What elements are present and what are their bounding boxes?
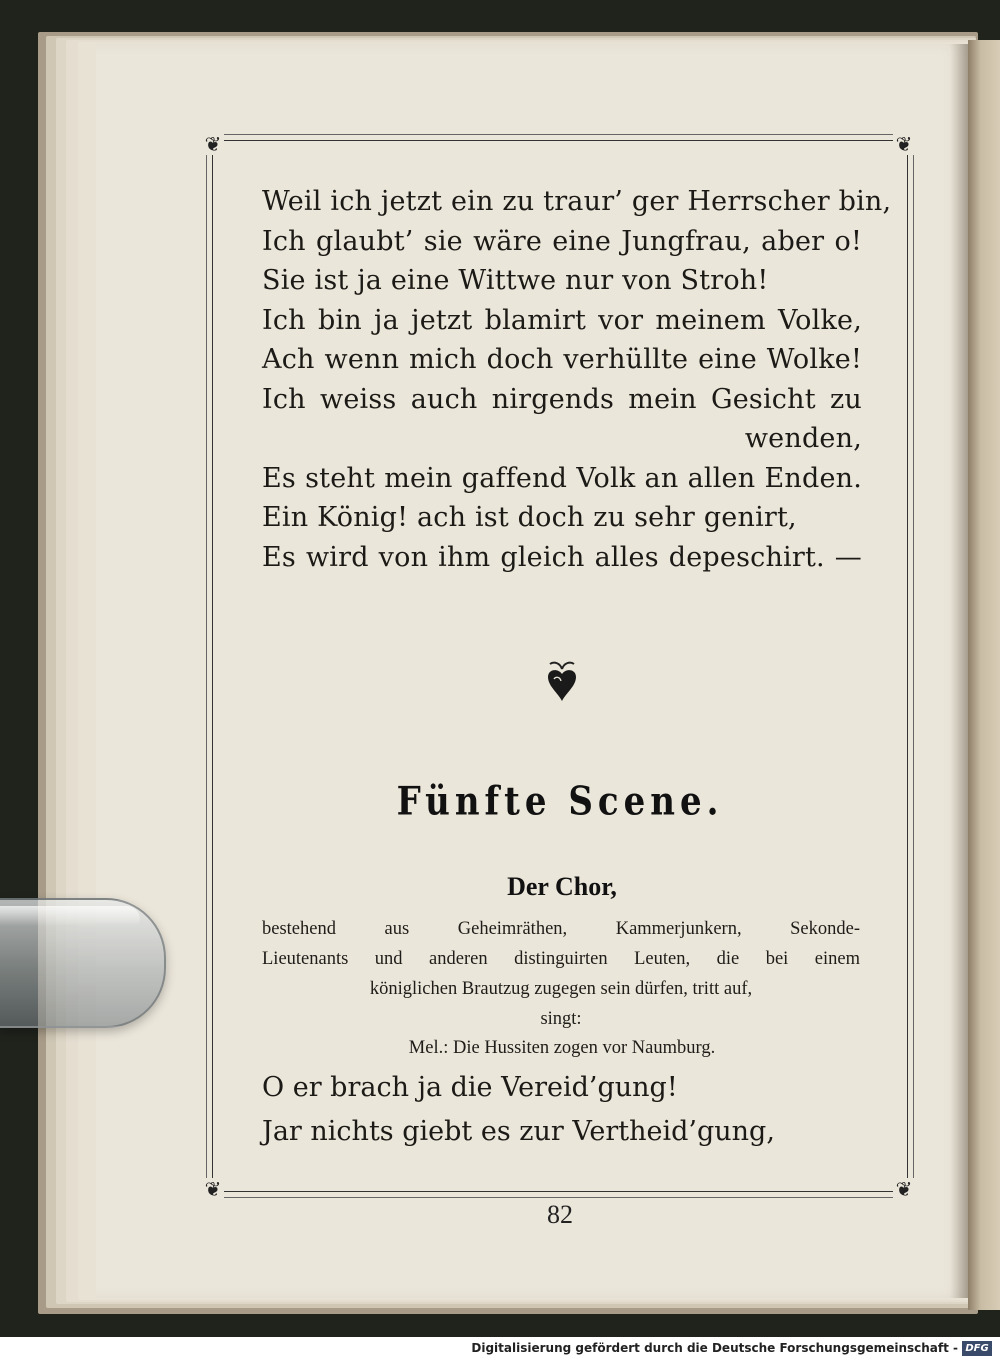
ornament-corner-icon: ❦ [202,133,224,155]
poem-line: wenden, [744,423,862,454]
facing-page-edge [968,40,1000,1310]
stage-direction [262,914,860,1034]
poem-line: Ach wenn mich doch verhüllte eine Wolke! [262,344,862,375]
stage-direction-line: Lieutenants und anderen distinguirten Leuten, die bei einem [262,949,860,969]
dfg-logo[interactable]: DFG [962,1341,992,1356]
stage-direction-line: singt: [540,1009,582,1029]
ornament-corner-icon: ❦ [893,133,915,155]
heart-vignette-icon [540,655,584,705]
poem-line: Es steht mein gaffend Volk an allen Enden. [262,462,862,494]
stage-direction-line: bestehend aus Geheimräthen, Kammerjunkern, Sekonde- [262,919,860,939]
song-line: O er brach ja die Vereid’gung! [262,1072,678,1103]
poem-line: Weil ich jetzt ein zu traur’ ger Herrscher bin, [262,186,892,217]
ornament-corner-icon: ❦ [202,1178,224,1200]
page-number: 82 [547,1200,573,1229]
poem-line: Sie ist ja eine Wittwe nur von Stroh! [262,265,769,296]
scene-title: Fünfte Scene. [396,779,724,825]
footer-credit: Digitalisierung gefördert durch die Deutsche Forschungsgemeinschaft - [471,1341,958,1355]
poem-stanza [262,182,892,577]
poem-line: Ich bin ja jetzt blamirt vor meinem Volke, [262,304,862,336]
stage-direction-line: königlichen Brautzug zugegen sein dürfen, tritt auf, [369,979,753,999]
chorus-song [262,1066,862,1154]
poem-line: Ich weiss auch nirgends mein Gesicht zu [262,383,862,415]
melody-note: Mel.: Die Hussiten zogen vor Naumburg. [408,1038,716,1058]
poem-line: Ein König! ach ist doch zu sehr genirt, [262,502,797,533]
song-line: Jar nichts giebt es zur Vertheid’gung, [262,1116,775,1147]
chorus-heading: Der Chor, [507,872,617,901]
ornament-corner-icon: ❦ [893,1178,915,1200]
clip-highlight [0,906,140,926]
poem-line: Ich glaubt’ sie wäre eine Jungfrau, aber o! [262,225,862,257]
poem-line: Es wird von ihm gleich alles depeschirt. — [262,541,862,573]
